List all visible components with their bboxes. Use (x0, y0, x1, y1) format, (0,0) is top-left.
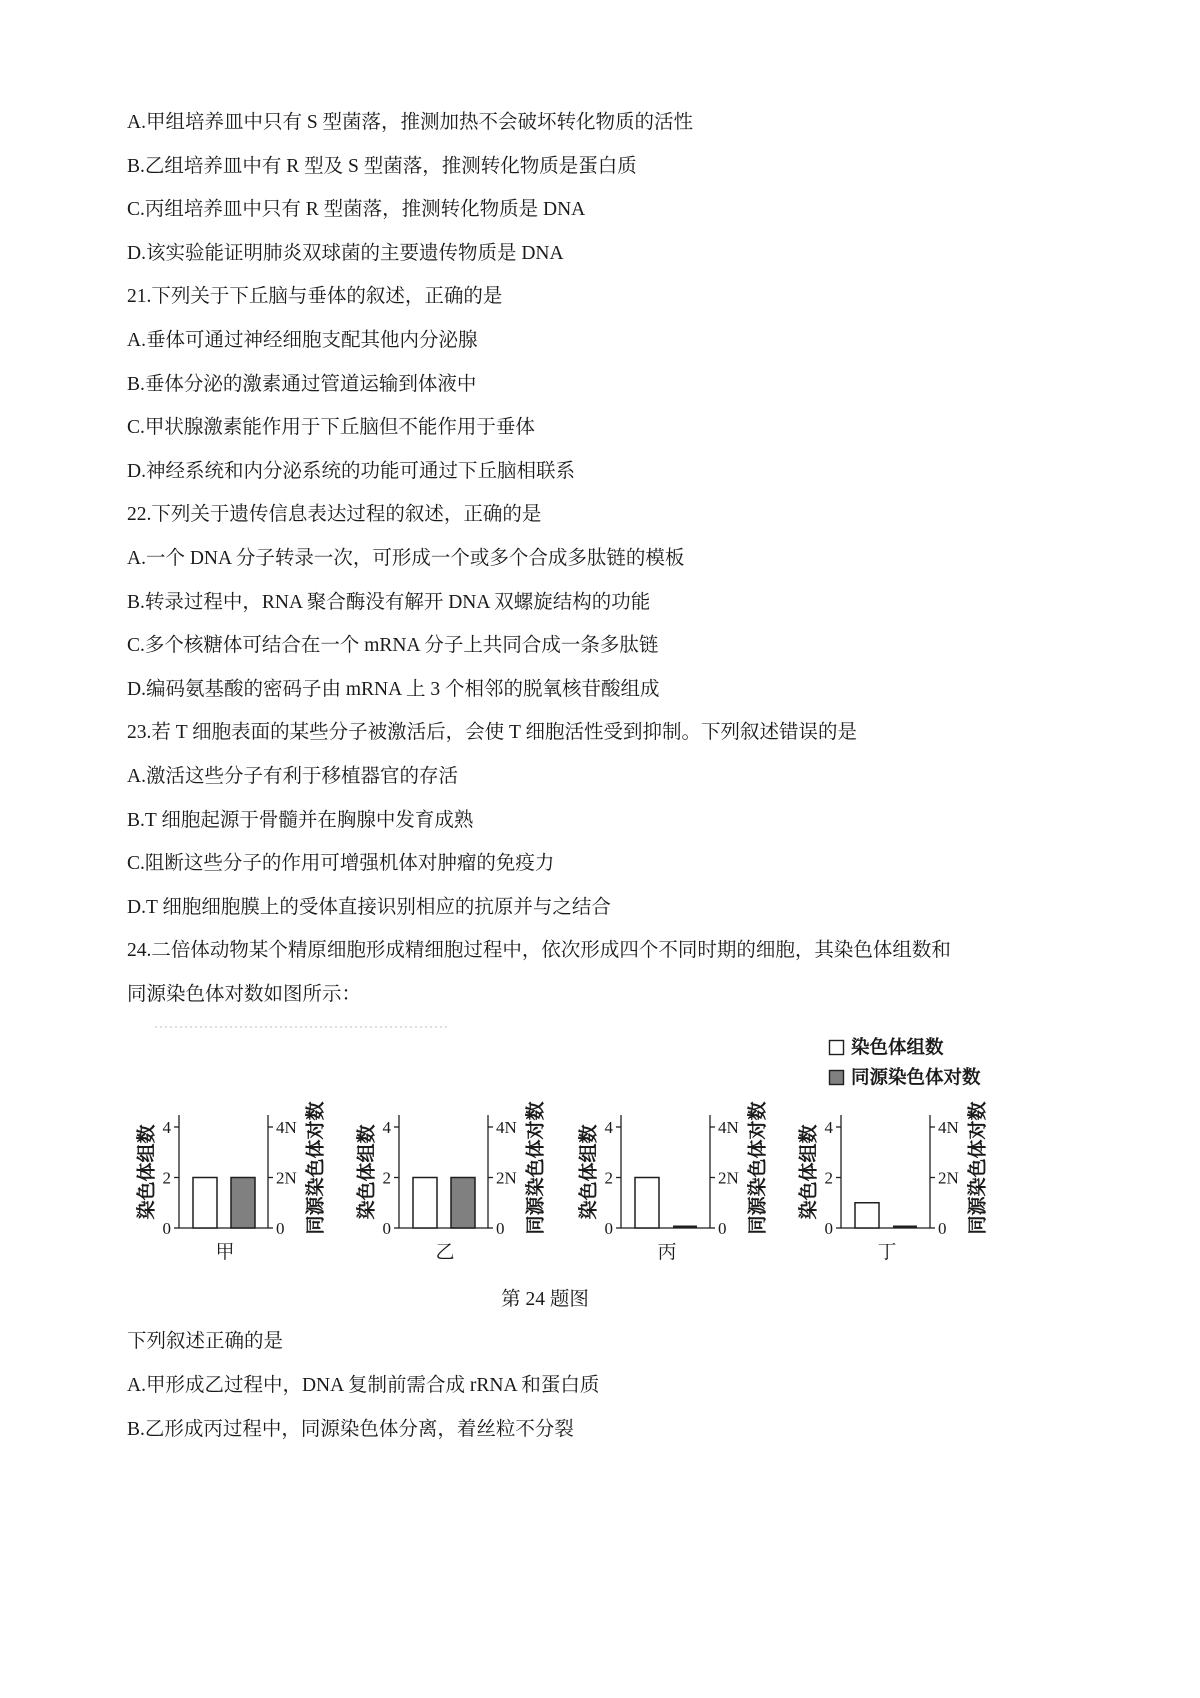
bar-chromosome-sets (855, 1203, 879, 1228)
q23-option-b: B.T 细胞起源于骨髓并在胸腺中发育成熟 (127, 809, 474, 831)
q22-option-c: C.多个核糖体可结合在一个 mRNA 分子上共同合成一条多肽链 (127, 635, 659, 657)
right-tick-label: 4N (718, 1118, 739, 1137)
left-axis-label: 染色体组数 (578, 1124, 600, 1220)
q21-stem: 21.下列关于下丘脑与垂体的叙述，正确的是 (127, 286, 503, 308)
right-tick-label: 4N (938, 1118, 959, 1137)
left-tick-label: 2 (604, 1168, 613, 1188)
left-tick-label: 2 (824, 1168, 833, 1188)
q22-option-a: A.一个 DNA 分子转录一次，可形成一个或多个合成多肽链的模板 (127, 547, 685, 569)
left-tick-label: 0 (382, 1219, 391, 1238)
chart-panel (577, 1101, 769, 1263)
panel-label: 乙 (435, 1242, 455, 1263)
bar-chromosome-sets (413, 1178, 437, 1229)
q21-option-a: A.垂体可通过神经细胞支配其他内分泌腺 (127, 329, 478, 351)
right-axis-label: 同源染色体对数 (305, 1101, 327, 1235)
continued-option-c: C.丙组培养皿中只有 R 型菌落，推测转化物质是 DNA (127, 199, 586, 221)
right-tick-label: 0 (938, 1219, 947, 1238)
q22-option-b: B.转录过程中，RNA 聚合酶没有解开 DNA 双螺旋结构的功能 (127, 591, 651, 613)
chart-panel (355, 1101, 547, 1263)
right-tick-label: 0 (718, 1219, 727, 1238)
q23-option-c: C.阻断这些分子的作用可增强机体对肿瘤的免疫力 (127, 853, 555, 875)
right-axis-label: 同源染色体对数 (525, 1101, 547, 1235)
panel-label: 丙 (657, 1242, 677, 1263)
continued-option-b: B.乙组培养皿中有 R 型及 S 型菌落，推测转化物质是蛋白质 (127, 155, 637, 177)
q21-option-c: C.甲状腺激素能作用于下丘脑但不能作用于垂体 (127, 417, 535, 439)
right-tick-label: 0 (276, 1219, 285, 1238)
continued-option-a: A.甲组培养皿中只有 S 型菌落，推测加热不会破坏转化物质的活性 (127, 112, 694, 133)
right-tick-label: 4N (276, 1118, 297, 1137)
left-tick-label: 0 (162, 1219, 171, 1238)
right-tick-label: 2N (718, 1168, 739, 1188)
chart-panels (135, 1101, 989, 1263)
chart-panel (135, 1101, 327, 1263)
q24-options-block (127, 1320, 599, 1452)
continued-option-d: D.该实验能证明肺炎双球菌的主要遗传物质是 DNA (127, 242, 564, 264)
left-axis-label: 染色体组数 (798, 1124, 820, 1220)
q24-stem-line-1: 24.二倍体动物某个精原细胞形成精细胞过程中，依次形成四个不同时期的细胞，其染色体组数和 (127, 940, 951, 962)
q24-option-a: A.甲形成乙过程中，DNA 复制前需合成 rRNA 和蛋白质 (127, 1375, 600, 1396)
q23-option-a: A.激活这些分子有利于移植器官的存活 (127, 765, 458, 787)
right-tick-label: 2N (276, 1168, 297, 1188)
q23-stem: 23.若 T 细胞表面的某些分子被激活后，会使 T 细胞活性受到抑制。下列叙述错误的是 (127, 722, 857, 744)
left-tick-label: 4 (604, 1118, 613, 1137)
panel-label: 丁 (877, 1242, 897, 1263)
bar-chromosome-sets (193, 1178, 217, 1229)
left-tick-label: 4 (162, 1118, 171, 1137)
legend-label-chromosome-sets: 染色体组数 (851, 1038, 944, 1059)
bar-homologous-pairs (231, 1178, 255, 1229)
q23-option-d: D.T 细胞细胞膜上的受体直接识别相应的抗原并与之结合 (127, 896, 611, 918)
right-axis-label: 同源染色体对数 (967, 1101, 989, 1235)
bar-homologous-pairs (893, 1226, 917, 1229)
legend-swatch-chromosome-sets (830, 1041, 844, 1055)
right-tick-label: 2N (938, 1168, 959, 1188)
q24-option-b: B.乙形成丙过程中，同源染色体分离，着丝粒不分裂 (127, 1419, 574, 1440)
q22-stem: 22.下列关于遗传信息表达过程的叙述，正确的是 (127, 504, 542, 526)
left-tick-label: 0 (604, 1219, 613, 1238)
bar-chromosome-sets (635, 1178, 659, 1229)
right-tick-label: 0 (496, 1219, 505, 1238)
right-tick-label: 4N (496, 1118, 517, 1137)
bar-homologous-pairs (673, 1226, 697, 1229)
panel-label: 甲 (215, 1242, 235, 1263)
left-tick-label: 2 (382, 1168, 391, 1188)
bar-homologous-pairs (451, 1178, 475, 1229)
left-axis-label: 染色体组数 (136, 1124, 158, 1220)
left-axis-label: 染色体组数 (356, 1124, 378, 1220)
figure-24-bar-charts (0, 1020, 1200, 1270)
q21-option-d: D.神经系统和内分泌系统的功能可通过下丘脑相联系 (127, 460, 575, 482)
question-text-block (127, 101, 951, 1016)
figure-caption: 第 24 题图 (501, 1289, 589, 1310)
chart-panel (797, 1101, 989, 1263)
left-tick-label: 2 (162, 1168, 171, 1188)
legend-swatch-homologous-pairs (830, 1071, 844, 1085)
q21-option-b: B.垂体分泌的激素通过管道运输到体液中 (127, 373, 477, 395)
right-axis-label: 同源染色体对数 (747, 1101, 769, 1235)
left-tick-label: 4 (382, 1118, 391, 1137)
left-tick-label: 4 (824, 1118, 833, 1137)
right-tick-label: 2N (496, 1168, 517, 1188)
legend-label-homologous-pairs: 同源染色体对数 (851, 1068, 981, 1089)
chart-legend (830, 1037, 982, 1089)
q24-prompt: 下列叙述正确的是 (127, 1331, 284, 1352)
left-tick-label: 0 (824, 1219, 833, 1238)
q22-option-d: D.编码氨基酸的密码子由 mRNA 上 3 个相邻的脱氧核苷酸组成 (127, 678, 660, 700)
q24-stem-line-2: 同源染色体对数如图所示： (127, 983, 362, 1005)
